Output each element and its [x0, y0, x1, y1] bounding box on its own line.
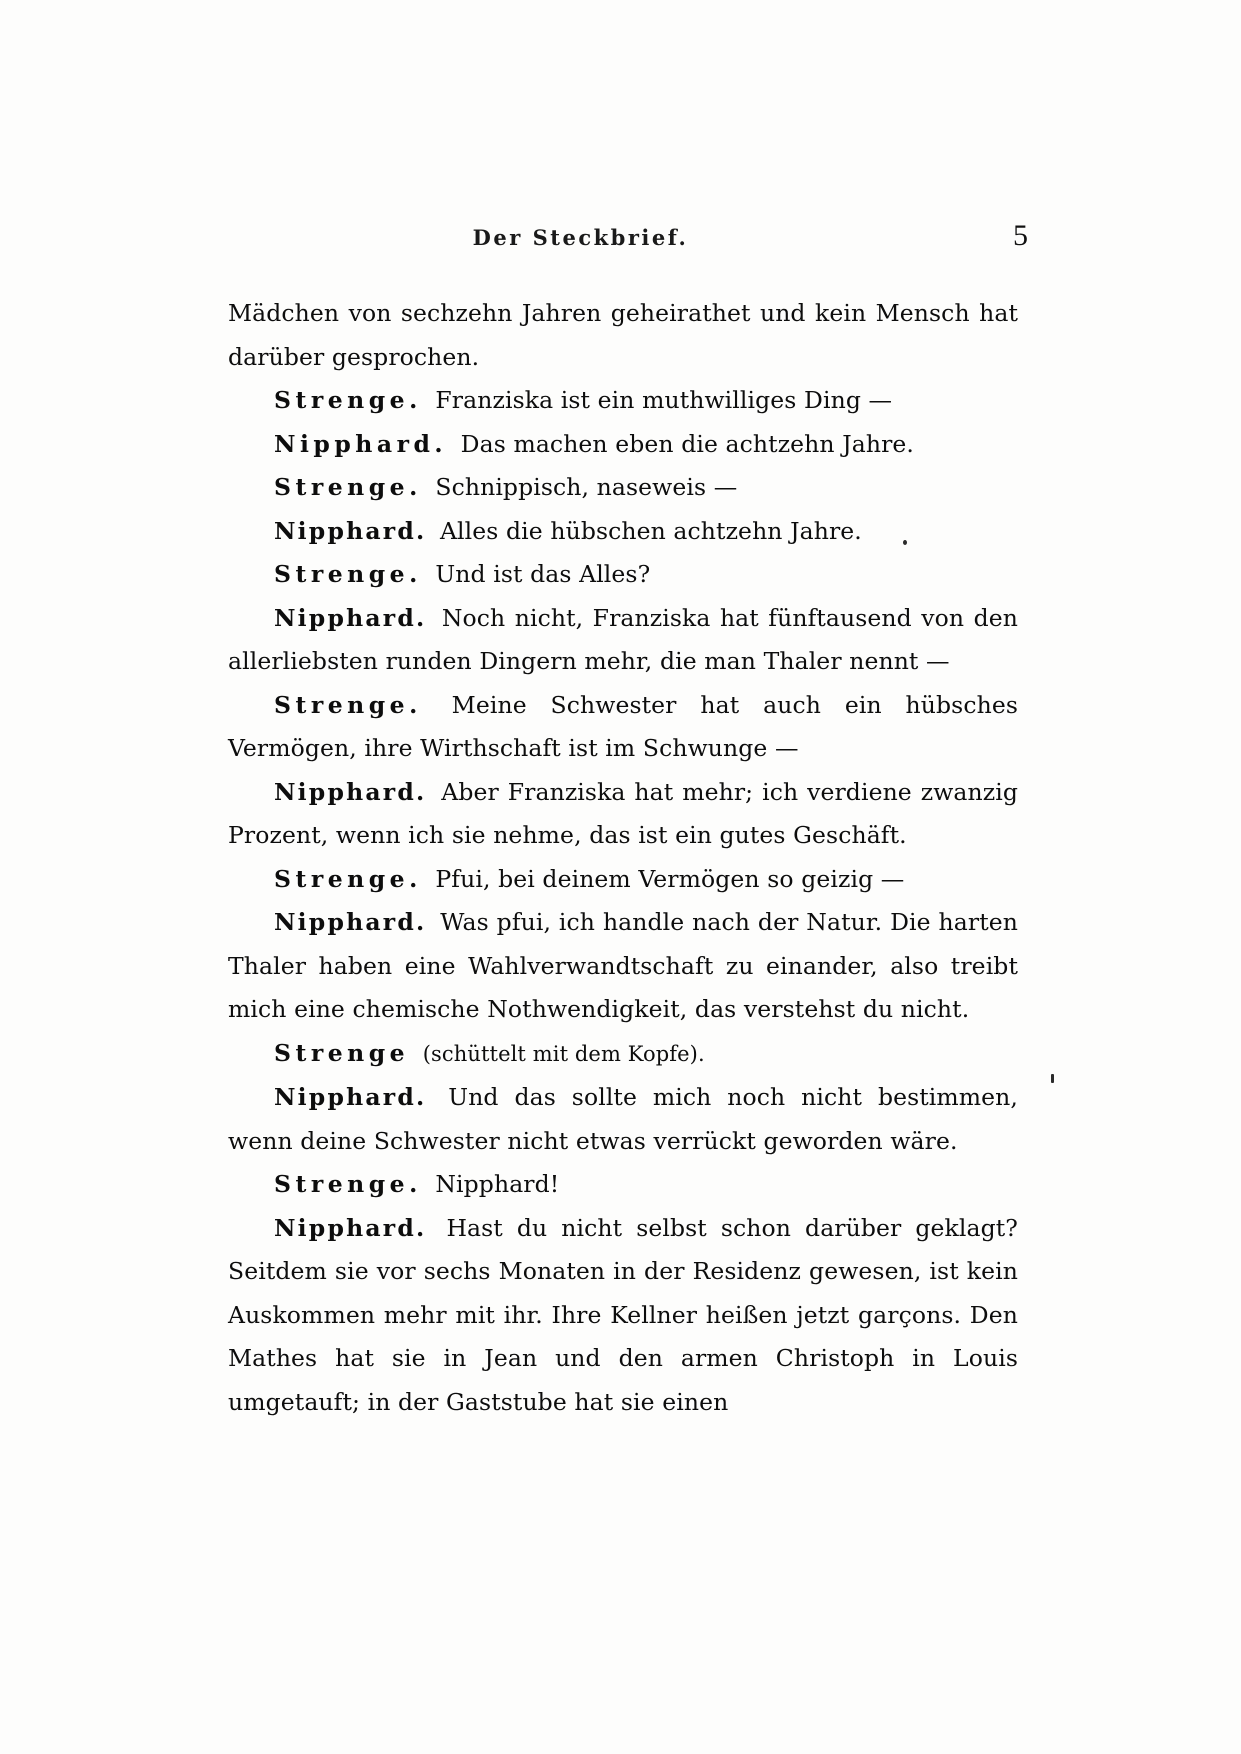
- speaker-name: Nipphard.: [274, 908, 427, 936]
- speech-line-p8: [228, 684, 1018, 771]
- speaker-name: Strenge.: [274, 386, 422, 414]
- speech-line-p5: [228, 510, 1018, 554]
- speaker-name: Strenge: [274, 1038, 410, 1067]
- ink-speck: [1051, 1074, 1054, 1083]
- speaker-name: Strenge.: [274, 864, 422, 893]
- speech-line-p6: [228, 553, 1018, 597]
- speaker-name: Nipphard.: [274, 1083, 427, 1111]
- speaker-name: Strenge.: [274, 1170, 422, 1198]
- paragraph-p1: [228, 292, 1018, 379]
- speaker-name: Nipphard.: [274, 429, 448, 458]
- speech-text: Schnippisch, naseweis —: [435, 473, 738, 501]
- page-header: [0, 219, 1241, 265]
- speech-text: Franziska ist ein muthwilliges Ding —: [435, 386, 893, 414]
- speaker-name: Strenge.: [274, 560, 422, 588]
- speech-text: Und das sollte mich noch nicht bestimmen, wenn deine Schwester nicht etwas verrückt geworden wäre.: [228, 1083, 1018, 1155]
- speech-line-p7: [228, 597, 1018, 684]
- speech-text: Und ist das Alles?: [435, 560, 651, 588]
- speech-line-p3: [228, 423, 1018, 467]
- speech-line-p14: [228, 1163, 1018, 1207]
- paragraph-text: Mädchen von sechzehn Jahren geheirathet und kein Mensch hat darüber gesprochen.: [228, 299, 1018, 371]
- speech-text: Nipphard!: [435, 1170, 560, 1198]
- speech-text: Pfui, bei deinem Vermögen so geizig —: [435, 864, 905, 893]
- speaker-name: Strenge.: [274, 473, 422, 501]
- speech-line-p9: [228, 771, 1018, 858]
- speech-text: Noch nicht, Franziska hat fünftausend von den allerliebsten runden Dingern mehr, die man Thaler nennt —: [228, 603, 1018, 675]
- ink-speck: [903, 540, 907, 545]
- speaker-name: Nipphard.: [274, 777, 427, 806]
- speech-line-p15: [228, 1207, 1018, 1425]
- speech-line-p11: [228, 901, 1018, 1032]
- speech-line-p12: [228, 1032, 1018, 1077]
- speech-text: Alles die hübschen achtzehn Jahre.: [439, 516, 862, 545]
- running-head: Der Steckbrief.: [472, 225, 689, 250]
- speech-line-p2: [228, 379, 1018, 423]
- speech-line-p4: [228, 466, 1018, 510]
- page-number: 5: [1013, 219, 1028, 252]
- stage-direction: (schüttelt mit dem Kopfe).: [422, 1041, 705, 1066]
- speech-text: Das machen eben die achtzehn Jahre.: [460, 429, 914, 458]
- speech-text: Aber Franziska hat mehr; ich verdiene zwanzig Prozent, wenn ich sie nehme, das ist ein gutes Geschäft.: [228, 777, 1018, 849]
- speaker-name: Strenge.: [274, 690, 422, 719]
- speaker-name: Nipphard.: [274, 1213, 427, 1242]
- speech-line-p13: [228, 1076, 1018, 1163]
- speech-text: Was pfui, ich handle nach der Natur. Die harten Thaler haben eine Wahlverwandtschaft zu einander, also treibt mich eine chemische Nothwendigkeit, das verstehst du nicht.: [228, 908, 1018, 1023]
- speech-text: Hast du nicht selbst schon darüber geklagt? Seitdem sie vor sechs Monaten in der Residenz gewesen, ist kein Auskommen mehr mit ihr. Ihre Kellner heißen jetzt garçons. Den Mathes hat sie in Jean und den armen Christoph in Louis umgetauft; in der Gaststube hat sie einen: [228, 1213, 1018, 1416]
- body-text: [228, 292, 1018, 1424]
- speaker-name: Nipphard.: [274, 516, 427, 545]
- speech-line-p10: [228, 858, 1018, 902]
- speech-text: Meine Schwester hat auch ein hübsches Vermögen, ihre Wirthschaft ist im Schwunge —: [228, 690, 1018, 762]
- speaker-name: Nipphard.: [274, 603, 427, 632]
